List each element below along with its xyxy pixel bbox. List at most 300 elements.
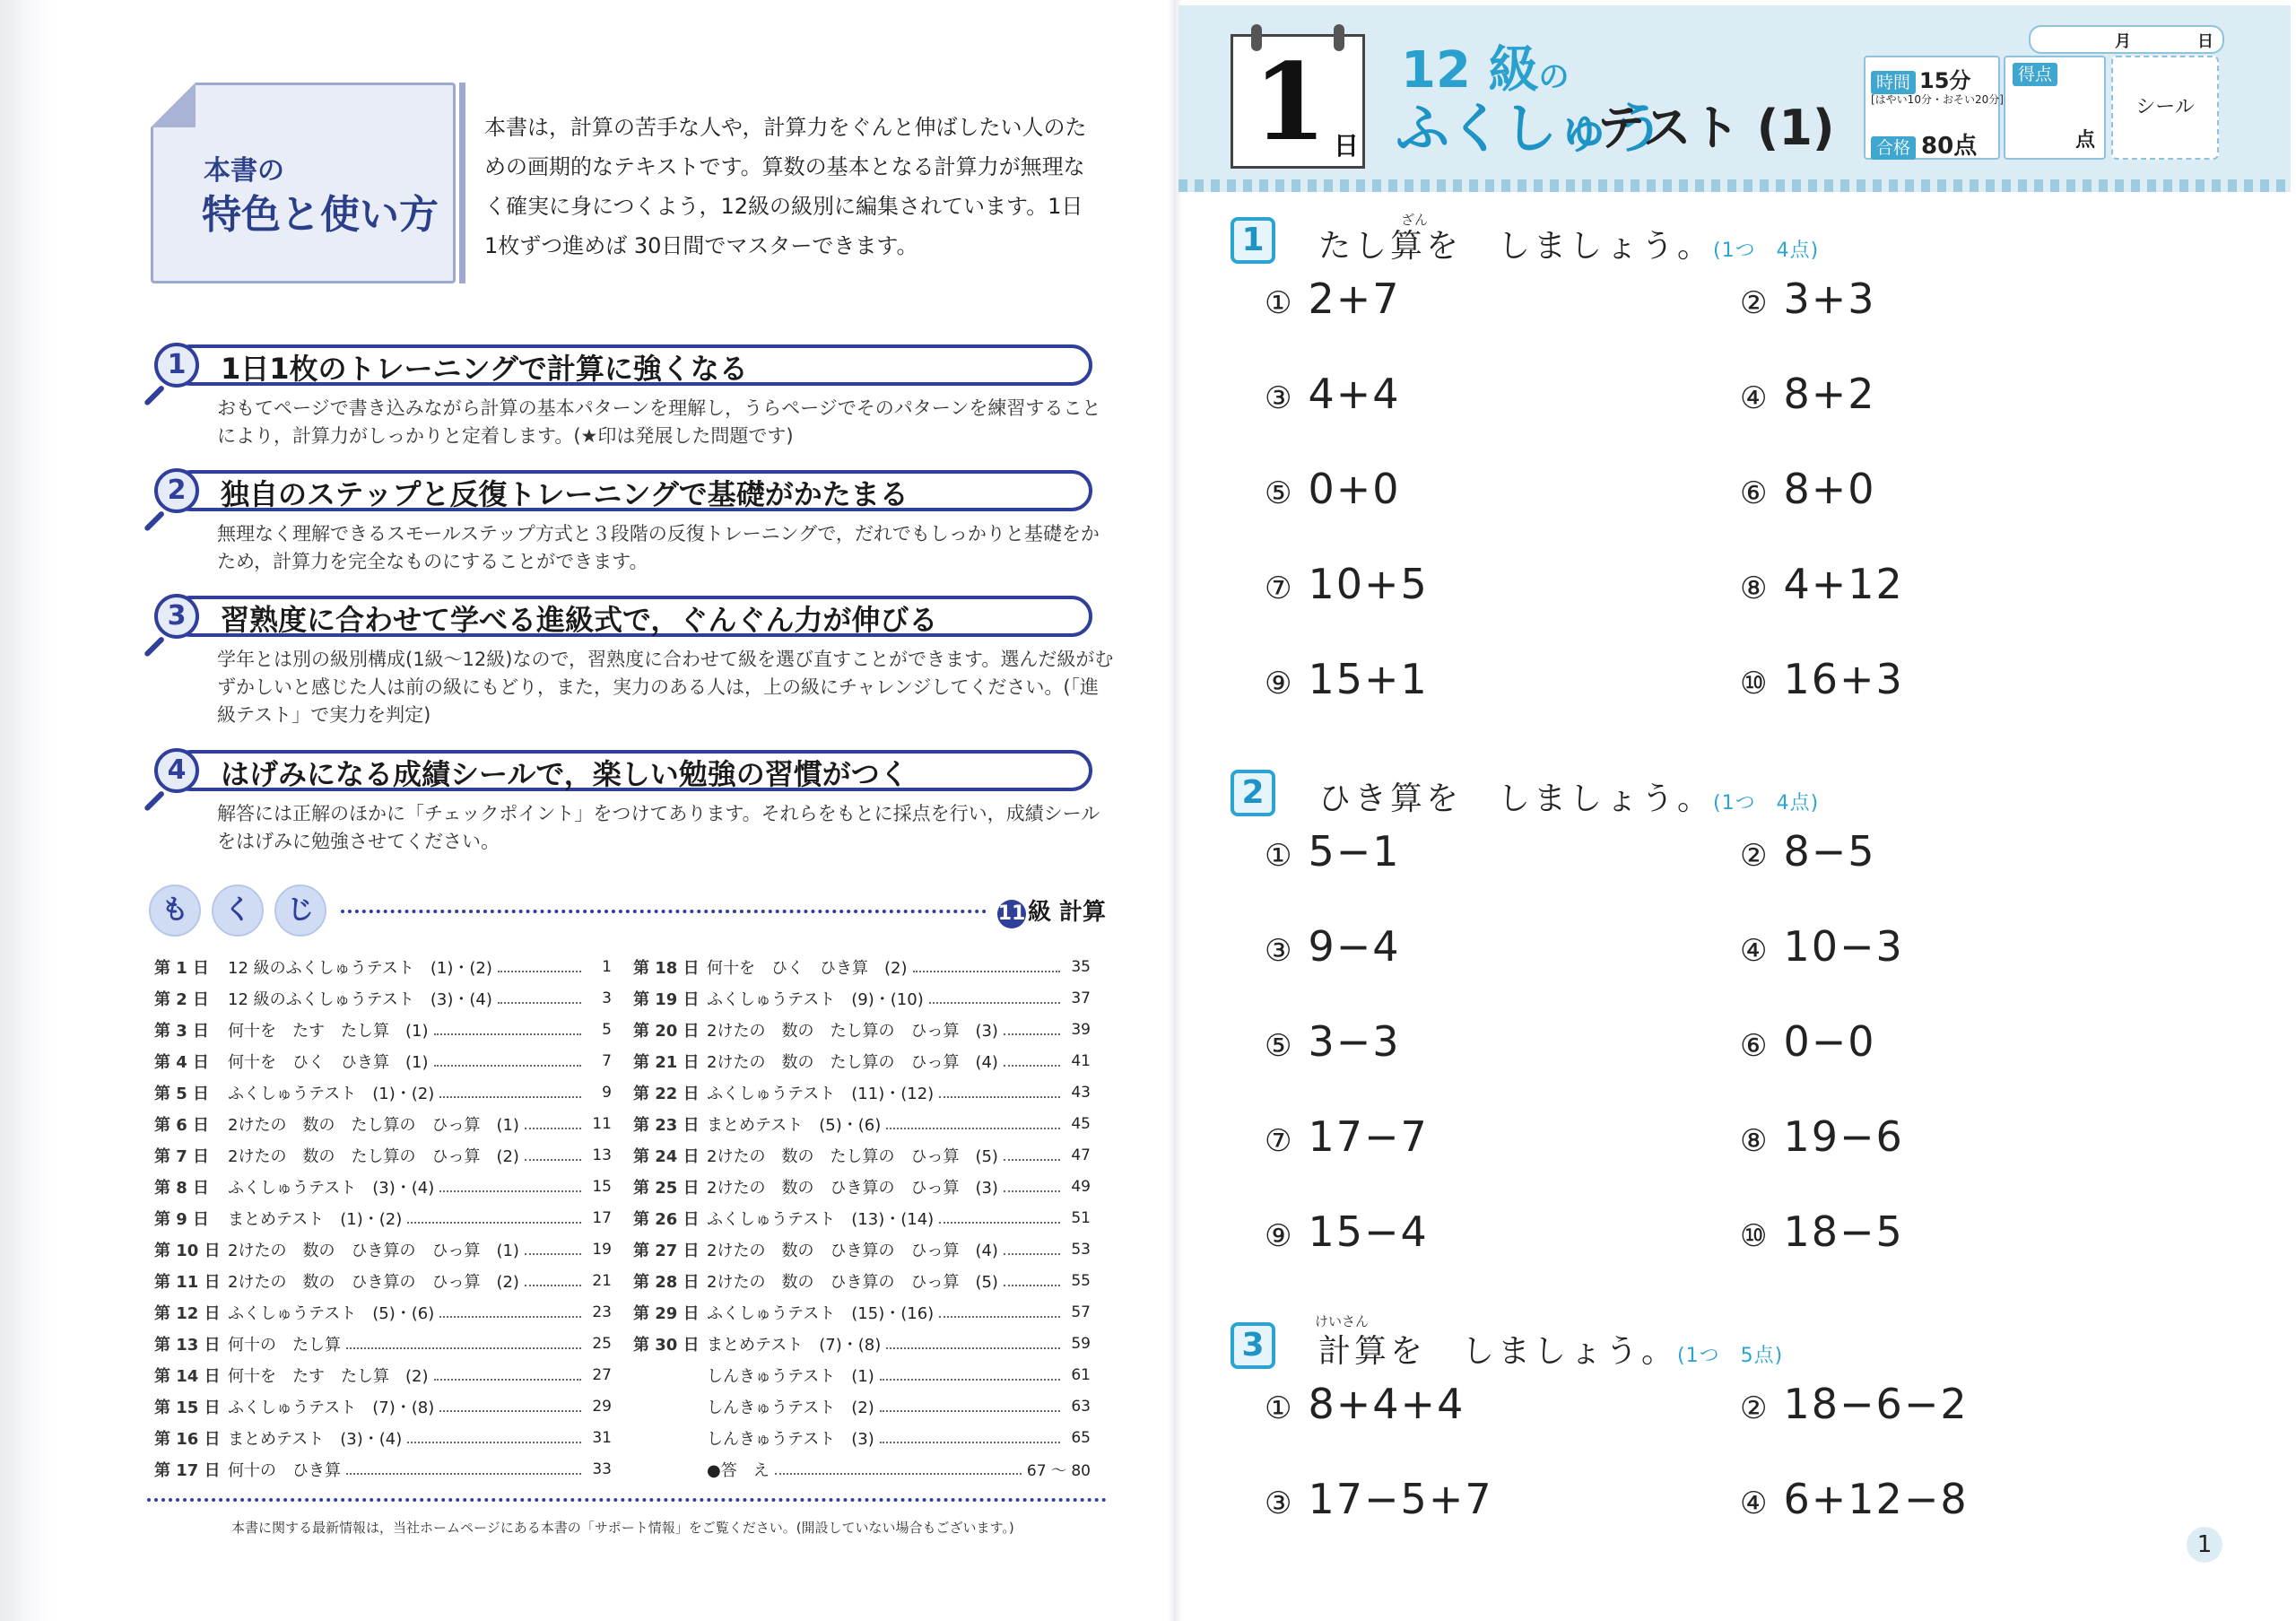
toc-leader-dots [880,1401,1060,1412]
toc-leader-dots [525,1244,581,1255]
toc-leader-dots [939,1307,1060,1318]
toc-page: 43 [1071,1083,1091,1102]
toc-day: 第 22 日 [633,1084,700,1103]
section-3-ruby: けいさん [1315,1313,1370,1329]
toc-title: 2けたの 数の ひき算の ひっ算 (1) [228,1241,519,1260]
toc-day: 第 4 日 [154,1052,210,1072]
toc-title: 2けたの 数の たし算の ひっ算 (1) [228,1115,519,1135]
toc-row [633,1045,1091,1076]
toc-page: 53 [1071,1240,1091,1259]
toc-leader-dots [439,1087,581,1098]
toc-page: 45 [1071,1114,1091,1133]
feature-number-badge: 2 [154,468,199,513]
problem-expression: 3+3 [1783,275,1876,323]
section-3-number: 3 [1231,1322,1275,1369]
intro-title-box [151,83,456,283]
problem-number: ④ [1740,380,1768,416]
toc-page: 63 [1071,1397,1091,1416]
problem-expression: 8+4+4 [1308,1380,1465,1428]
toc-title: 2けたの 数の ひき算の ひっ算 (5) [707,1272,998,1292]
problem-item [1740,827,1876,876]
toc-leader-dots [1004,1024,1060,1035]
problem-number: ② [1740,838,1768,874]
toc-day: 第 2 日 [154,989,210,1009]
toc-leader-dots [1004,1150,1060,1161]
toc-row [154,1422,612,1453]
page-edge-shadow [0,0,54,1621]
problem-item [1740,655,1904,703]
problem-item [1265,465,1401,513]
toc-day: 第 23 日 [633,1115,700,1135]
score-tag: 得点 [2013,63,2057,86]
toc-title: 何十を ひく ひき算 (2) [707,958,908,978]
level-number: 12 [1401,41,1471,100]
toc-day: 第 3 日 [154,1021,210,1041]
day-calendar-card [1231,34,1365,169]
toc-row [154,1076,612,1108]
toc-day: 第 16 日 [154,1429,221,1449]
toc-title: まとめテスト (5)・(6) [707,1115,882,1135]
intro-divider [459,83,465,283]
problem-number: ③ [1265,1486,1292,1521]
toc-leader-dots [913,962,1061,972]
time-note: [はやい10分・おそい20分] [1871,93,2004,106]
problem-expression: 4+4 [1308,370,1401,418]
toc-page: 19 [592,1240,612,1259]
problem-number: ⑨ [1265,1218,1292,1254]
toc-leader-dots [498,962,581,972]
toc-leader-dots [498,993,581,1004]
toc-title: 2けたの 数の ひき算の ひっ算 (4) [707,1241,998,1260]
feature-description: 解答には正解のほかに「チェックポイント」をつけてあります。それらをもとに採点を行い，成績シールをはげみに勉強させてください。 [217,803,1100,852]
intro-title-line1: 本書の [204,155,284,187]
toc-day: 第 24 日 [633,1146,700,1166]
toc-page: 25 [592,1334,612,1353]
problem-expression: 0+0 [1308,465,1401,513]
problem-item [1265,1475,1493,1523]
toc-leader-dots [880,1370,1060,1381]
toc-row [633,1328,1091,1359]
problem-number: ⑧ [1740,571,1768,606]
toc-row [633,1108,1091,1139]
toc-day: 第 21 日 [633,1052,700,1072]
section-3-points: (1つ 5点) [1677,1345,1784,1367]
toc-page: 47 [1071,1146,1091,1164]
toc-page: 57 [1071,1303,1091,1321]
problem-item [1265,1017,1401,1066]
toc-day: 第 10 日 [154,1241,221,1260]
problem-item [1740,922,1904,971]
time-row [1871,63,1970,94]
problem-number: ⑤ [1265,475,1292,511]
problem-expression: 8+2 [1783,370,1876,418]
time-value: 15分 [1919,68,1971,93]
calendar-ring-icon [1334,24,1344,51]
problem-number: ② [1740,1390,1768,1426]
problem-expression: 6+12−8 [1783,1475,1969,1523]
problem-item [1265,1380,1465,1428]
toc-row [633,1296,1091,1328]
toc-title: 何十の たし算 [228,1335,341,1355]
problem-item [1740,465,1876,513]
section-2-number: 2 [1231,770,1275,816]
section-3-instruction: 計算を しましょう。 [1318,1333,1678,1370]
toc-page: 33 [592,1460,612,1478]
toc-page: 5 [602,1020,612,1039]
toc-bottom-divider [147,1498,1107,1502]
problem-expression: 8−5 [1783,827,1876,876]
toc-page: 13 [592,1146,612,1164]
toc-leader-dots [439,1307,581,1318]
time-pass-info [1864,56,2004,160]
toc-leader-dots [346,1338,581,1349]
problem-number: ① [1265,838,1292,874]
toc-page: 51 [1071,1208,1091,1227]
problem-item [1265,1207,1429,1256]
toc-row [154,1265,612,1296]
problem-expression: 0−0 [1783,1017,1876,1066]
problem-item [1265,922,1401,971]
problem-expression: 15−4 [1308,1207,1429,1256]
toc-leader-dots [407,1433,581,1443]
toc-left-column [154,951,612,1485]
day-label: 日 [2197,32,2213,51]
section-2-title [1318,773,1819,819]
toc-title: しんきゅうテスト (2) [707,1398,874,1417]
problem-item [1740,1207,1904,1256]
toc-title: 2けたの 数の たし算の ひっ算 (5) [707,1146,998,1166]
toc-row [154,1139,612,1171]
problem-expression: 5−1 [1308,827,1401,876]
problem-expression: 17−7 [1308,1112,1429,1161]
toc-row [633,1076,1091,1108]
problem-item [1265,560,1429,608]
section-1-ruby: ざん [1401,212,1429,228]
toc-day: 第 17 日 [154,1460,221,1480]
toc-row [633,1202,1091,1233]
toc-title: ふくしゅうテスト (1)・(2) [228,1084,435,1103]
toc-page: 65 [1071,1428,1091,1447]
problem-expression: 17−5+7 [1308,1475,1493,1523]
problem-expression: 16+3 [1783,655,1904,703]
score-field[interactable] [2004,56,2106,160]
toc-page: 15 [592,1177,612,1196]
intro-title-line2: 特色と使い方 [202,192,439,238]
toc-leader-dots [434,1056,582,1067]
toc-leader-dots [434,1024,582,1035]
toc-day: 第 13 日 [154,1335,221,1355]
toc-row [154,1328,612,1359]
toc-page: 3 [602,989,612,1007]
toc-day: 第 6 日 [154,1115,210,1135]
toc-leader-dots [939,1213,1060,1224]
toc-leader-dots [929,993,1060,1004]
section-3-title [1318,1326,1783,1372]
toc-page: 7 [602,1051,612,1070]
toc-heading-leader [341,910,987,913]
toc-row [154,982,612,1014]
problem-item [1740,1475,1969,1523]
toc-leader-dots [886,1338,1060,1349]
toc-row [633,1265,1091,1296]
problem-number: ⑥ [1740,1028,1768,1064]
toc-right-column [633,951,1091,1485]
toc-page: 17 [592,1208,612,1227]
intro-text: 本書は，計算の苦手な人や，計算力をぐんと伸ばしたい人のための画期的なテキストです。算数の基本となる計算力が無理なく確実に身につくよう，12級の級別に編集されています。1日 1枚ずつ進めば 30日間でマスターできます。 [484,115,1087,258]
section-1-number: 1 [1231,217,1275,264]
problem-item [1740,1380,1969,1428]
problem-item [1740,560,1904,608]
toc-day: 第 9 日 [154,1209,210,1229]
toc-day: 第 5 日 [154,1084,210,1103]
problem-expression: 15+1 [1308,655,1429,703]
toc-leader-dots [1004,1181,1060,1192]
toc-row [633,1171,1091,1202]
feature-number-badge: 1 [154,343,199,388]
problem-item [1740,1112,1904,1161]
pass-row [1871,127,1977,161]
toc-page: 31 [592,1428,612,1447]
toc-title: ●答 え [707,1460,770,1480]
next-level-number: 11 [997,900,1026,928]
toc-row [154,1453,612,1485]
toc-title: 2けたの 数の ひき算の ひっ算 (2) [228,1272,519,1292]
toc-title: 何十を たす たし算 (2) [228,1366,429,1386]
toc-heading-char: も [149,885,201,937]
toc-day: 第 27 日 [633,1241,700,1260]
toc-leader-dots [439,1401,581,1412]
toc-page: 49 [1071,1177,1091,1196]
toc-row [154,1390,612,1422]
feature-title: はげみになる成績シールで，楽しい勉強の習慣がつく [221,757,909,791]
toc-page: 1 [602,957,612,976]
toc-page: 39 [1071,1020,1091,1039]
toc-row [154,1171,612,1202]
problem-item [1265,370,1401,418]
toc-leader-dots [1004,1056,1060,1067]
toc-leader-dots [525,1276,581,1286]
problem-expression: 8+0 [1783,465,1876,513]
toc-page: 21 [592,1271,612,1290]
date-field[interactable] [2029,25,2224,54]
problem-number: ④ [1740,933,1768,969]
toc-row [633,1422,1091,1453]
feature-description: おもてページで書き込みながら計算の基本パターンを理解し，うらページでそのパターンを練習することにより，計算力がしっかりと定着します。(★印は発展した問題です) [217,397,1101,447]
toc-row [154,951,612,982]
toc-heading-char: じ [274,885,326,937]
sticker-seal-area[interactable]: シール [2111,56,2219,160]
toc-page: 29 [592,1397,612,1416]
problem-number: ⑨ [1265,666,1292,702]
toc-page: 55 [1071,1271,1091,1290]
pass-tag: 合格 [1871,136,1916,160]
toc-leader-dots [407,1213,581,1224]
problem-item [1265,275,1401,323]
toc-row [154,1359,612,1390]
toc-title: ふくしゅうテスト (11)・(12) [707,1084,935,1103]
toc-row [154,1045,612,1076]
problem-number: ⑥ [1740,475,1768,511]
toc-row [633,1390,1091,1422]
section-1-points: (1つ 4点) [1713,240,1820,262]
toc-page: 37 [1071,989,1091,1007]
toc-heading-char: く [212,885,264,937]
page-number: 1 [2187,1527,2222,1563]
toc-row [633,1453,1091,1485]
section-2-points: (1つ 4点) [1713,792,1820,815]
section-1-instruction: たし算を しましょう。 [1318,228,1714,265]
toc-day: 第 1 日 [154,958,210,978]
month-label: 月 [2115,32,2131,51]
toc-page: 59 [1071,1334,1091,1353]
problem-expression: 3−3 [1308,1017,1401,1066]
toc-page: 27 [592,1365,612,1384]
toc-day: 第 7 日 [154,1146,210,1166]
toc-row [154,1296,612,1328]
problem-number: ③ [1265,380,1292,416]
problem-item [1265,1112,1429,1161]
toc-page: 35 [1071,957,1091,976]
feature-title: 習熟度に合わせて学べる進級式で，ぐんぐん力が伸びる [221,603,938,637]
toc-title: ふくしゅうテスト (7)・(8) [228,1398,435,1417]
toc-day: 第 29 日 [633,1303,700,1323]
toc-title: まとめテスト (3)・(4) [228,1429,403,1449]
problem-expression: 4+12 [1783,560,1904,608]
problem-number: ① [1265,1390,1292,1426]
toc-title: 2けたの 数の たし算の ひっ算 (2) [228,1146,519,1166]
problem-number: ⑦ [1265,571,1292,606]
toc-row [633,982,1091,1014]
problem-expression: 19−6 [1783,1112,1904,1161]
test-title-word: ふくしゅう [1396,98,1665,161]
problem-expression: 10+5 [1308,560,1429,608]
toc-day: 第 12 日 [154,1303,221,1323]
toc-row [154,1108,612,1139]
toc-row [154,1233,612,1265]
toc-page: 11 [592,1114,612,1133]
toc-day: 第 15 日 [154,1398,221,1417]
problem-number: ④ [1740,1486,1768,1521]
toc-title: 2けたの 数の たし算の ひっ算 (3) [707,1021,998,1041]
level-particle: の [1538,59,1570,95]
section-2-instruction: ひき算を しましょう。 [1318,780,1714,817]
toc-title: 2けたの 数の たし算の ひっ算 (4) [707,1052,998,1072]
feature-number-badge: 3 [154,594,199,639]
toc-title: まとめテスト (1)・(2) [228,1209,403,1229]
folded-corner [151,83,196,127]
problem-number: ① [1265,285,1292,321]
toc-leader-dots [880,1433,1060,1443]
toc-leader-dots [939,1087,1060,1098]
feature-description: 無理なく理解できるスモールステップ方式と３段階の反復トレーニングで，だれでもしっかりと基礎をかため，計算力を完全なものにすることができます。 [217,523,1100,572]
problem-item [1265,827,1401,876]
feature-title: 1日1枚のトレーニングで計算に強くなる [221,352,748,386]
toc-day: 第 20 日 [633,1021,700,1041]
toc-title: ふくしゅうテスト (9)・(10) [707,989,924,1009]
toc-title: 2けたの 数の ひき算の ひっ算 (3) [707,1178,998,1198]
toc-title: 何十の ひき算 [228,1460,341,1480]
toc-day: 第 19 日 [633,989,700,1009]
toc-leader-dots [886,1119,1060,1129]
feature-number-badge: 4 [154,748,199,793]
problem-expression: 18−5 [1783,1207,1904,1256]
toc-day: 第 25 日 [633,1178,700,1198]
time-tag: 時間 [1871,71,1916,94]
toc-title: 何十を たす たし算 (1) [228,1021,429,1041]
toc-day: 第 26 日 [633,1209,700,1229]
toc-leader-dots [434,1370,582,1381]
feature-description: 学年とは別の級別構成(1級～12級)なので，習熟度に合わせて級を選び直すことができます。選んだ級がむずかしいと感じた人は前の級にもどり，また，実力のある人は，上の級にチャレンジしてください。(「進級テスト」で実力を判定) [217,649,1114,726]
toc-row [633,1014,1091,1045]
toc-row [633,1233,1091,1265]
support-footnote: 本書に関する最新情報は，当社ホームページにある本書の「サポート情報」をご覧ください。(開設していない場合もございます。) [231,1520,1014,1536]
problem-number: ② [1740,285,1768,321]
toc-leader-dots [775,1464,1022,1475]
problem-item [1740,275,1876,323]
problem-expression: 10−3 [1783,922,1904,971]
toc-page: 41 [1071,1051,1091,1070]
pass-value: 80点 [1921,133,1978,160]
toc-page: 23 [592,1303,612,1321]
toc-day: 第 30 日 [633,1335,700,1355]
toc-page: 9 [602,1083,612,1102]
toc-row [633,1359,1091,1390]
problem-number: ③ [1265,933,1292,969]
toc-title: 12 級のふくしゅうテスト (3)・(4) [228,989,492,1009]
next-level-text: 級 計算 [1028,899,1107,926]
feature-title: 独自のステップと反復トレーニングで基礎がかたまる [221,477,909,511]
next-level-label [997,893,1106,928]
problem-number: ⑦ [1265,1123,1292,1159]
day-number: 1 [1253,39,1327,164]
problem-number: ⑩ [1740,1218,1768,1254]
toc-leader-dots [525,1119,581,1129]
toc-page: 61 [1071,1365,1091,1384]
toc-row [154,1014,612,1045]
toc-leader-dots [439,1181,581,1192]
toc-title: ふくしゅうテスト (15)・(16) [707,1303,935,1323]
problem-expression: 18−6−2 [1783,1380,1969,1428]
toc-day: 第 14 日 [154,1366,221,1386]
toc-leader-dots [346,1464,581,1475]
toc-day: 第 28 日 [633,1272,700,1292]
test-title-rest: テスト (1) [1596,100,1835,156]
day-unit: 日 [1334,131,1360,161]
book-gutter [1168,0,1182,1621]
section-1-title [1318,221,1819,266]
problem-number: ⑩ [1740,666,1768,702]
toc-day: 第 11 日 [154,1272,221,1292]
toc-row [633,951,1091,982]
problem-item [1740,370,1876,418]
toc-title: 何十を ひく ひき算 (1) [228,1052,429,1072]
toc-day: 第 8 日 [154,1178,210,1198]
toc-leader-dots [525,1150,581,1161]
score-unit: 点 [2074,129,2095,152]
toc-row [154,1202,612,1233]
problem-expression: 9−4 [1308,922,1401,971]
problem-number: ⑧ [1740,1123,1768,1159]
problem-item [1740,1017,1876,1066]
problem-number: ⑤ [1265,1028,1292,1064]
toc-title: しんきゅうテスト (1) [707,1366,874,1386]
toc-leader-dots [1004,1276,1060,1286]
problem-expression: 2+7 [1308,275,1401,323]
toc-page: 67 ～ 80 [1026,1462,1091,1480]
toc-title: ふくしゅうテスト (3)・(4) [228,1178,435,1198]
toc-row [633,1139,1091,1171]
toc-title: ふくしゅうテスト (13)・(14) [707,1209,935,1229]
